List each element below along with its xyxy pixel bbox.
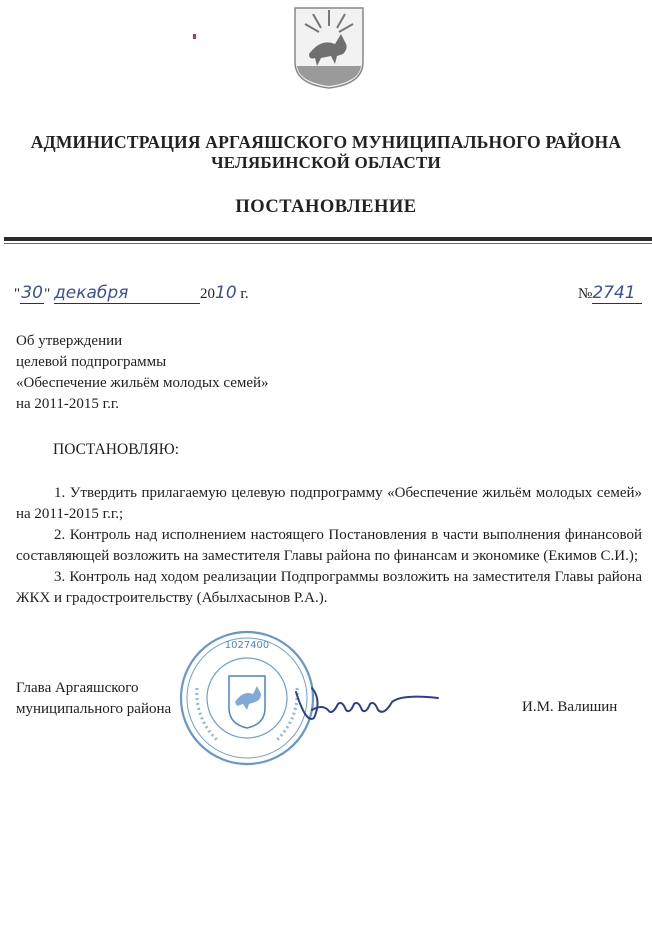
- organization-name: АДМИНИСТРАЦИЯ АРГАЯШСКОГО МУНИЦИПАЛЬНОГО РАЙОНА: [30, 132, 622, 152]
- resolution-item: 2. Контроль над исполнением настоящего Постановления в части выполнения финансовой составляющей возложить на заместителя Главы района по финансам и экономике (Екимов С.И.);: [16, 527, 642, 564]
- subject-line: на 2011-2015 г.г.: [16, 396, 120, 412]
- subject-line: «Обеспечение жильём молодых семей»: [16, 375, 269, 391]
- date-day-handwritten: 30: [21, 283, 43, 303]
- signatory-name: И.М. Валишин: [522, 699, 618, 715]
- date-year-handwritten: 10: [215, 283, 237, 303]
- header-divider-thin: [4, 243, 652, 244]
- date-year-unit: г.: [240, 286, 249, 302]
- subject-line: целевой подпрограммы: [16, 354, 167, 370]
- handwritten-signature: [292, 680, 442, 730]
- ink-speck: [193, 34, 196, 39]
- coat-of-arms-emblem: [291, 4, 367, 90]
- date-year-prefix: 20: [200, 286, 215, 302]
- document-number: [578, 283, 642, 304]
- header-divider-thick: [4, 237, 652, 241]
- date-close-quote: ": [44, 286, 51, 302]
- signatory-title: [16, 678, 171, 720]
- stamp-code: 1027400: [224, 640, 270, 651]
- number-handwritten: 2741: [592, 283, 636, 303]
- date-month-handwritten: декабря: [54, 283, 129, 303]
- date-open-quote: ": [14, 286, 21, 302]
- signatory-title-line: муниципального района: [16, 701, 172, 717]
- resolve-heading: ПОСТАНОВЛЯЮ:: [53, 441, 180, 458]
- resolution-item: 3. Контроль над ходом реализации Подпрограммы возложить на заместителя Главы района ЖКХ и градостроительству (Абылхасынов Р.А.).: [16, 569, 642, 606]
- date-line: [14, 283, 249, 304]
- subject-line: Об утверждении: [16, 333, 123, 349]
- resolution-items: [16, 483, 642, 609]
- resolution-item: 1. Утвердить прилагаемую целевую подпрограмму «Обеспечение жильём молодых семей» на 2011-2015 г.г.;: [16, 485, 642, 522]
- region-name: ЧЕЛЯБИНСКОЙ ОБЛАСТИ: [211, 153, 441, 172]
- subject-block: [16, 331, 269, 415]
- document-type-title: ПОСТАНОВЛЕНИЕ: [235, 197, 417, 217]
- number-label: №: [578, 286, 593, 302]
- signatory-title-line: Глава Аргаяшского: [16, 680, 139, 696]
